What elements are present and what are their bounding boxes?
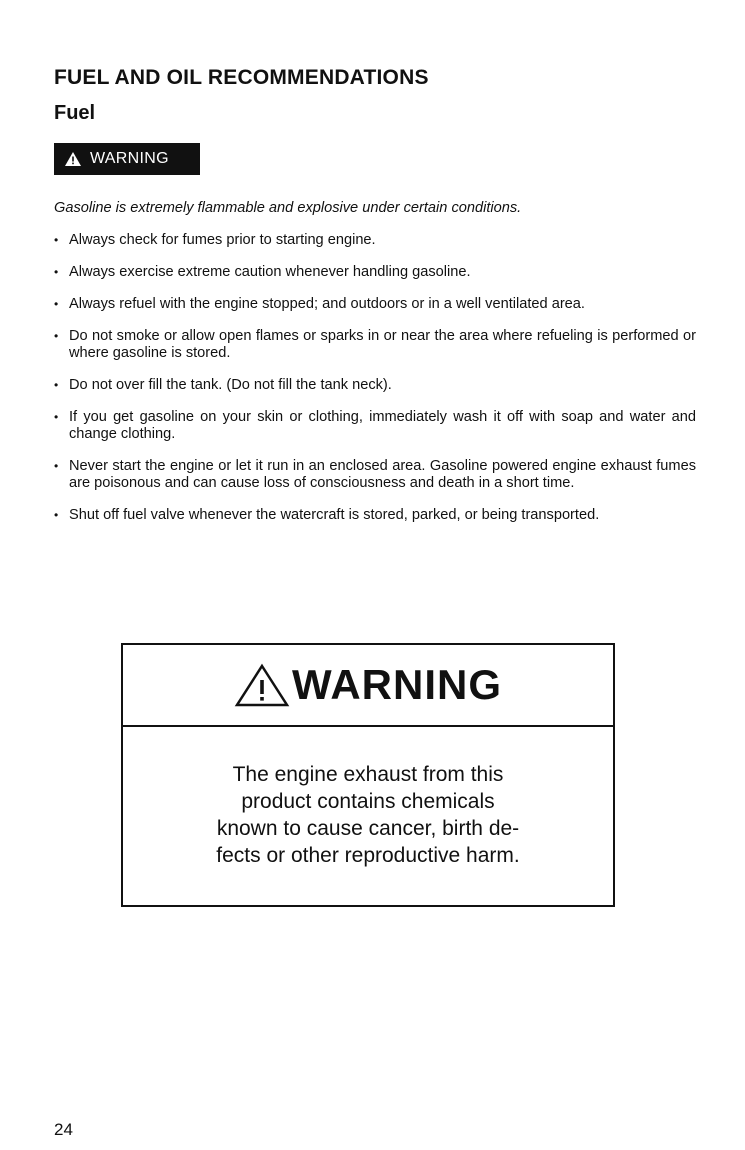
warning-box-title: WARNING (292, 661, 502, 708)
bullet-list (54, 232, 696, 539)
list-item: • Always exercise extreme caution whenever handling gasoline. (54, 264, 471, 280)
list-item: • If you get gasoline on your skin or clothing, immediately wash it off with soap and water and change clothing. (54, 409, 696, 442)
page-title: FUEL AND OIL RECOMMENDATIONS (54, 66, 429, 89)
warning-box-line: fects or other reproductive harm. (216, 844, 520, 867)
list-item: • Shut off fuel valve whenever the watercraft is stored, parked, or being transported. (54, 507, 600, 523)
section-title: Fuel (54, 102, 96, 124)
page-number: 24 (54, 1120, 73, 1139)
warning-box-body (123, 727, 613, 869)
list-item: • Always refuel with the engine stopped; and outdoors or in a well ventilated area. (54, 296, 585, 312)
warning-badge (54, 143, 200, 175)
warning-box-line: known to cause cancer, birth de- (216, 817, 520, 840)
warning-box-line: product contains chemicals (241, 790, 495, 813)
warning-box-line: The engine exhaust from this (232, 763, 504, 786)
list-item: • Never start the engine or let it run in an enclosed area. Gasoline powered engine exhaust fumes are poisonous and can cause loss of consciousness and death in a short time. (54, 458, 696, 491)
warning-triangle-icon (64, 151, 82, 167)
list-item: • Always check for fumes prior to starting engine. (54, 232, 376, 248)
intro-text: Gasoline is extremely flammable and explosive under certain conditions. (54, 200, 522, 216)
list-item: • Do not smoke or allow open flames or sparks in or near the area where refueling is performed or where gasoline is stored. (54, 328, 696, 361)
warning-box (121, 643, 615, 907)
warning-badge-label: WARNING (90, 150, 169, 167)
warning-box-header (123, 645, 613, 727)
list-item: • Do not over fill the tank. (Do not fill the tank neck). (54, 377, 392, 393)
warning-triangle-icon (234, 663, 290, 707)
